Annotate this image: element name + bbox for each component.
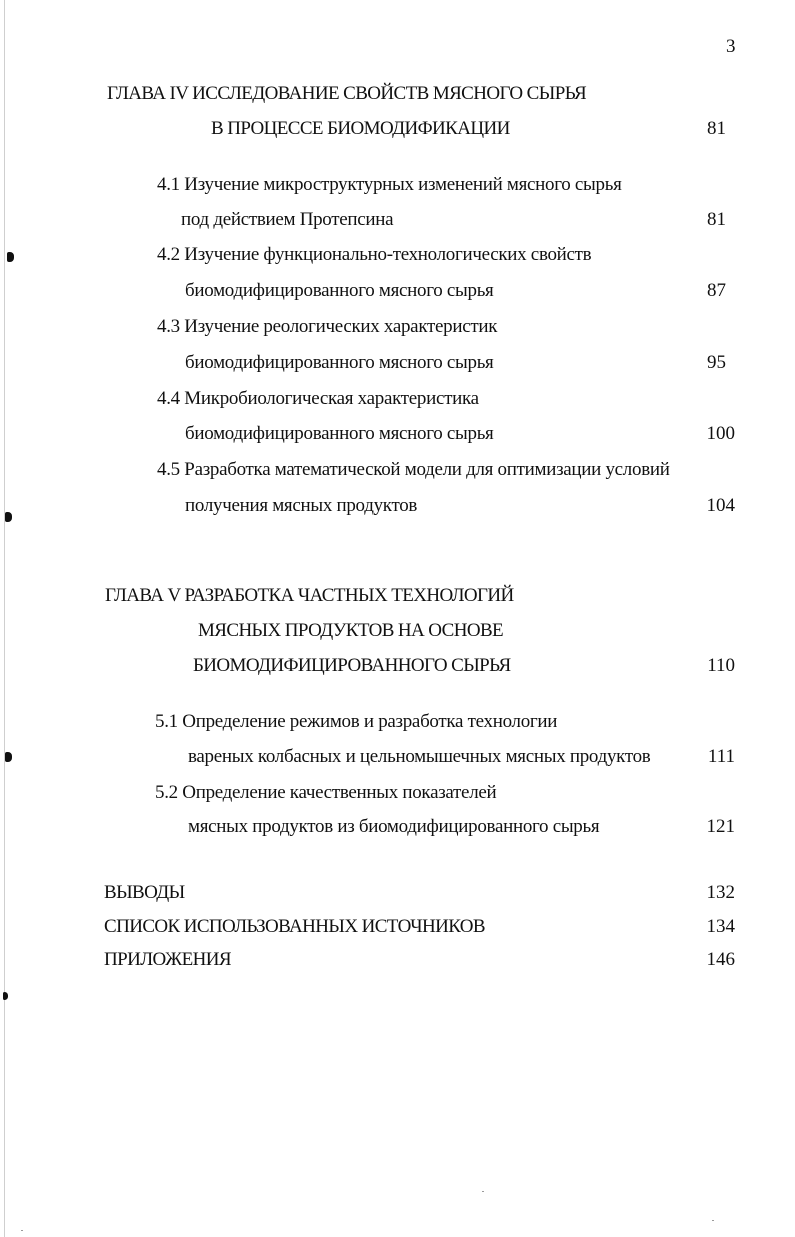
binding-mark [3,992,8,1000]
section-4-3-page: 95 [707,352,726,373]
chapter-5-title-line2: МЯСНЫХ ПРОДУКТОВ НА ОСНОВЕ [198,620,504,641]
binding-mark [7,252,14,262]
section-4-5-line2: получения мясных продуктов [185,495,418,516]
binding-mark [5,512,12,522]
section-4-2-line2: биомодифицированного мясного сырья [185,280,494,301]
section-5-2-line1: 5.2 Определение качественных показателей [155,782,497,803]
section-4-1-page: 81 [707,209,726,230]
references-label: СПИСОК ИСПОЛЬЗОВАННЫХ ИСТОЧНИКОВ [104,916,485,937]
scan-speck [712,1220,714,1221]
section-4-1-line2: под действием Протепсина [181,209,394,230]
conclusions-label: ВЫВОДЫ [104,882,185,903]
section-4-4-line2: биомодифицированного мясного сырья [185,423,494,444]
section-5-2-page: 121 [706,816,735,837]
appendices-page: 146 [706,949,735,970]
section-4-2-page: 87 [707,280,726,301]
section-4-5-page: 104 [706,495,735,516]
binding-mark [5,752,12,762]
conclusions-page: 132 [706,882,735,903]
scan-speck [482,1191,484,1192]
section-5-2-line2: мясных продуктов из биомодифицированного сырья [188,816,600,837]
section-4-3-line1: 4.3 Изучение реологических характеристик [157,316,498,337]
chapter-4-title-line2: В ПРОЦЕССЕ БИОМОДИФИКАЦИИ [211,118,510,139]
scan-speck [21,1230,23,1231]
chapter-5-title-line1: ГЛАВА V РАЗРАБОТКА ЧАСТНЫХ ТЕХНОЛОГИЙ [105,585,514,606]
section-5-1-page: 111 [707,746,735,767]
section-4-4-line1: 4.4 Микробиологическая характеристика [157,388,479,409]
chapter-4-title-line1: ГЛАВА IV ИССЛЕДОВАНИЕ СВОЙСТВ МЯСНОГО СЫРЬЯ [107,83,587,104]
appendices-label: ПРИЛОЖЕНИЯ [104,949,231,970]
section-5-1-line2: вареных колбасных и цельномышечных мясных продуктов [188,746,651,767]
page-number: 3 [726,36,736,57]
section-4-1-line1: 4.1 Изучение микроструктурных изменений мясного сырья [157,174,622,195]
section-4-2-line1: 4.2 Изучение функционально-технологических свойств [157,244,592,265]
section-4-5-line1: 4.5 Разработка математической модели для оптимизации условий [157,459,670,480]
chapter-5-title-line3: БИОМОДИФИЦИРОВАННОГО СЫРЬЯ [193,655,511,676]
section-4-4-page: 100 [706,423,735,444]
scan-left-edge [4,0,5,1237]
chapter-4-page: 81 [707,118,726,139]
chapter-5-page: 110 [707,655,735,676]
section-5-1-line1: 5.1 Определение режимов и разработка технологии [155,711,558,732]
references-page: 134 [706,916,735,937]
section-4-3-line2: биомодифицированного мясного сырья [185,352,494,373]
